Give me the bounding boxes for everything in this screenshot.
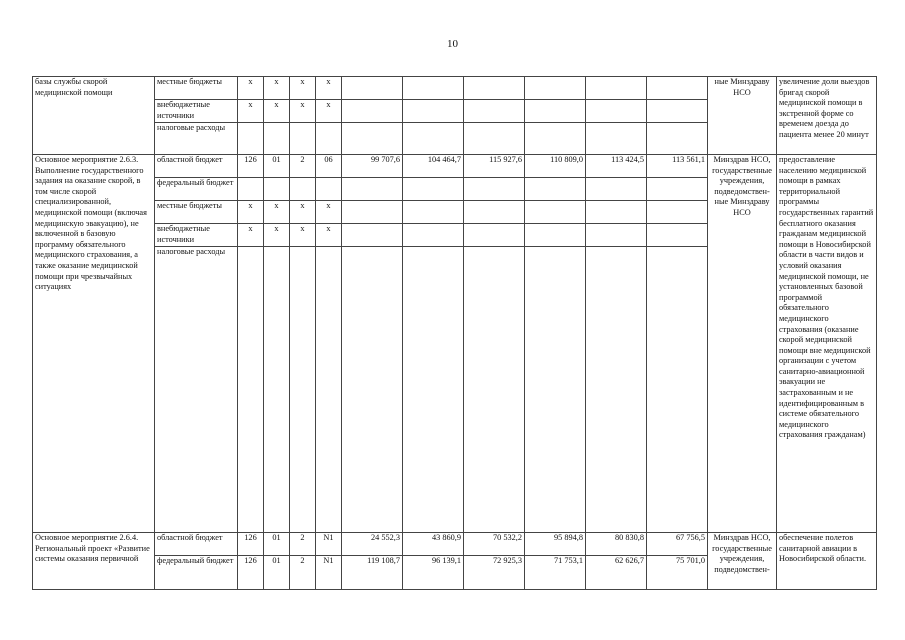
- table-row: [33, 155, 877, 178]
- code-cell: х: [264, 77, 290, 100]
- code-cell: х: [238, 77, 264, 100]
- code-cell: 2: [290, 556, 316, 590]
- code-cell: 06: [316, 155, 342, 178]
- budget-table: [32, 76, 877, 590]
- value-cell: 113 561,1: [647, 155, 708, 178]
- value-cell: 95 894,8: [525, 533, 586, 556]
- funding-source: федеральный бюджет: [155, 178, 238, 201]
- code-cell: х: [238, 100, 264, 123]
- funding-source: налоговые расходы: [155, 247, 238, 533]
- funding-source: внебюджетные источники: [155, 100, 238, 123]
- code-cell: х: [290, 201, 316, 224]
- value-cell: 96 139,1: [403, 556, 464, 590]
- code-cell: х: [290, 100, 316, 123]
- value-cell: 67 756,5: [647, 533, 708, 556]
- code-cell: х: [290, 224, 316, 247]
- value-cell: 115 927,6: [464, 155, 525, 178]
- executor: ные Минздраву НСО: [708, 77, 777, 155]
- code-cell: х: [290, 77, 316, 100]
- value-cell: 75 701,0: [647, 556, 708, 590]
- value-cell: 99 707,6: [342, 155, 403, 178]
- funding-source: налоговые расходы: [155, 123, 238, 155]
- value-cell: 104 464,7: [403, 155, 464, 178]
- code-cell: 2: [290, 533, 316, 556]
- page-number: 10: [447, 38, 458, 50]
- code-cell: 01: [264, 533, 290, 556]
- funding-source: областной бюджет: [155, 533, 238, 556]
- executor: Минздрав НСО, государственные учреждения, подведомствен-: [708, 533, 777, 590]
- value-cell: 71 753,1: [525, 556, 586, 590]
- code-cell: N1: [316, 533, 342, 556]
- code-cell: 01: [264, 556, 290, 590]
- value-cell: 43 860,9: [403, 533, 464, 556]
- code-cell: 2: [290, 155, 316, 178]
- code-cell: х: [264, 100, 290, 123]
- executor: Минздрав НСО, государственные учреждения, подведомствен-ные Минздраву НСО: [708, 155, 777, 533]
- funding-source: федеральный бюджет: [155, 556, 238, 590]
- activity-name: Основное мероприятие 2.6.4. Региональный проект «Развитие системы оказания первичной: [33, 533, 155, 590]
- code-cell: 01: [264, 155, 290, 178]
- code-cell: х: [264, 224, 290, 247]
- value-cell: 72 925,3: [464, 556, 525, 590]
- value-cell: 119 108,7: [342, 556, 403, 590]
- activity-name: базы службы скорой медицинской помощи: [33, 77, 155, 155]
- funding-source: местные бюджеты: [155, 201, 238, 224]
- code-cell: 126: [238, 155, 264, 178]
- code-cell: х: [316, 224, 342, 247]
- code-cell: х: [316, 77, 342, 100]
- expected-result: увеличение доли выездов бригад скорой медицинской помощи в экстренной форме со временем доезда до пациента менее 20 минут: [777, 77, 877, 155]
- table-row: [33, 77, 877, 100]
- code-cell: х: [264, 201, 290, 224]
- funding-source: внебюджетные источники: [155, 224, 238, 247]
- funding-source: областной бюджет: [155, 155, 238, 178]
- code-cell: 126: [238, 556, 264, 590]
- code-cell: х: [316, 201, 342, 224]
- value-cell: 70 532,2: [464, 533, 525, 556]
- code-cell: х: [316, 100, 342, 123]
- value-cell: 110 809,0: [525, 155, 586, 178]
- expected-result: обеспечение полетов санитарной авиации в Новосибирской области.: [777, 533, 877, 590]
- code-cell: N1: [316, 556, 342, 590]
- funding-source: местные бюджеты: [155, 77, 238, 100]
- value-cell: 24 552,3: [342, 533, 403, 556]
- code-cell: 126: [238, 533, 264, 556]
- value-cell: 62 626,7: [586, 556, 647, 590]
- value-cell: 113 424,5: [586, 155, 647, 178]
- value-cell: 80 830,8: [586, 533, 647, 556]
- expected-result: предоставление населению медицинской помощи в рамках территориальной программы государственных гарантий бесплатного оказания гражданам медицинской помощи в Новосибирской области в части видов и условий оказания медицинской помощи, не установленных базовой программой обязательного медицинского страхования (оказание скорой медицинской помощи вне медицинской организации с учетом санитарно-авиационной эвакуации не застрахованным и не идентифицированным в системе обязательного медицинского страхования гражданам): [777, 155, 877, 533]
- activity-name: Основное мероприятие 2.6.3. Выполнение государственного задания на оказание скорой, в том числе скорой специализированной, медицинской помощи (включая медицинскую эвакуацию), не включенной в базовую программу обязательного медицинского страхования, а также оказание медицинской помощи при чрезвычайных ситуациях: [33, 155, 155, 533]
- table-row: [33, 533, 877, 556]
- code-cell: х: [238, 201, 264, 224]
- code-cell: х: [238, 224, 264, 247]
